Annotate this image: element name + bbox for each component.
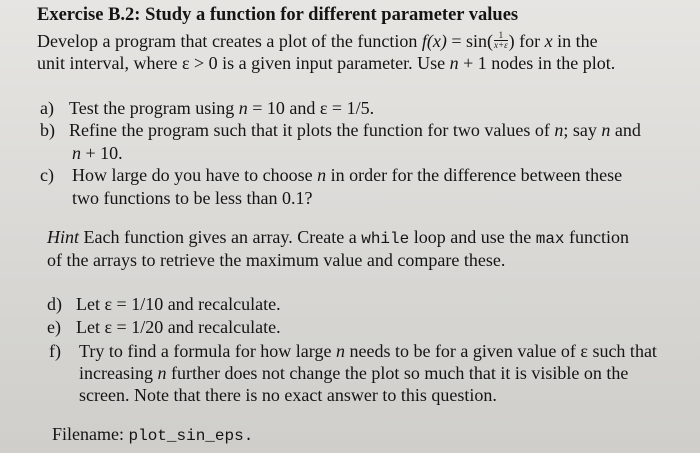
- exercise-title: Exercise B.2: Study a function for different parameter values: [37, 5, 519, 25]
- intro-text: unit interval, where ε > 0 is a given input parameter. Use: [37, 53, 450, 73]
- hint-line-2: of the arrays to retrieve the maximum value and compare these.: [47, 250, 506, 270]
- item-f-line-1: [79, 341, 657, 362]
- item-b-line-1: [69, 120, 641, 141]
- intro-text: in the: [552, 31, 598, 51]
- intro-line-1: [37, 31, 598, 52]
- item-e: Let ε = 1/20 and recalculate.: [76, 317, 281, 337]
- item-text: increasing: [79, 363, 158, 383]
- item-c-marker: c): [40, 165, 54, 185]
- fraction: [494, 31, 508, 50]
- variable-n: n: [238, 98, 248, 118]
- hint-label: Hint: [47, 227, 80, 247]
- variable-n: n: [317, 165, 327, 185]
- code-while: while: [361, 230, 410, 248]
- fraction-denominator: x+ε: [494, 40, 508, 51]
- variable-n: n: [157, 363, 167, 383]
- close-paren: ): [508, 31, 515, 51]
- item-b-marker: b): [40, 120, 55, 140]
- item-text: How large do you have to choose: [72, 165, 318, 185]
- item-f-line-2: [79, 363, 628, 384]
- hint-text: Each function gives an array. Create a: [79, 227, 362, 247]
- item-c-line-1: [72, 165, 622, 186]
- filename-value: plot_sin_eps.: [128, 427, 254, 445]
- variable-n: n: [601, 120, 611, 140]
- item-f-line-3: screen. Note that there is no exact answer to this question.: [79, 385, 497, 405]
- intro-text: + 1 nodes in the plot.: [458, 53, 616, 73]
- hint-line-1: [47, 227, 629, 248]
- item-a: [69, 98, 374, 119]
- code-max: max: [535, 230, 565, 248]
- filename-line: [52, 424, 253, 445]
- item-d: Let ε = 1/10 and recalculate.: [76, 294, 281, 314]
- item-e-marker: e): [47, 317, 61, 337]
- filename-label: Filename:: [52, 424, 129, 444]
- hint-text: loop and use the: [409, 227, 536, 247]
- variable-n: n: [449, 53, 459, 73]
- item-text: + 10.: [81, 143, 123, 163]
- function-symbol: f(x): [421, 31, 447, 51]
- variable-x: x: [544, 31, 553, 51]
- item-f-marker: f): [49, 341, 61, 361]
- item-text: and: [610, 120, 641, 140]
- item-text: Try to find a formula for how large: [79, 341, 336, 361]
- item-text: Test the program using: [69, 98, 239, 118]
- item-text: further does not change the plot so much that it is visible on the: [166, 363, 629, 383]
- intro-text: for: [514, 31, 545, 51]
- item-text: in order for the difference between these: [326, 165, 623, 185]
- variable-n: n: [554, 120, 564, 140]
- variable-n: n: [335, 341, 345, 361]
- item-b-line-2: [72, 143, 123, 164]
- item-text: ; say: [563, 120, 602, 140]
- sin-text: = sin(: [446, 31, 493, 51]
- intro-line-2: [37, 53, 615, 74]
- item-c-line-2: two functions to be less than 0.1?: [72, 188, 313, 208]
- item-d-marker: d): [47, 294, 62, 314]
- intro-text: Develop a program that creates a plot of the function: [37, 31, 422, 51]
- fraction-numerator: 1: [494, 31, 508, 41]
- item-a-marker: a): [40, 98, 54, 118]
- variable-n: n: [72, 143, 81, 163]
- hint-text: function: [564, 227, 630, 247]
- item-text: needs to be for a given value of ε such that: [344, 341, 657, 361]
- item-text: = 10 and ε = 1/5.: [247, 98, 375, 118]
- item-text: Refine the program such that it plots the function for two values of: [69, 120, 555, 140]
